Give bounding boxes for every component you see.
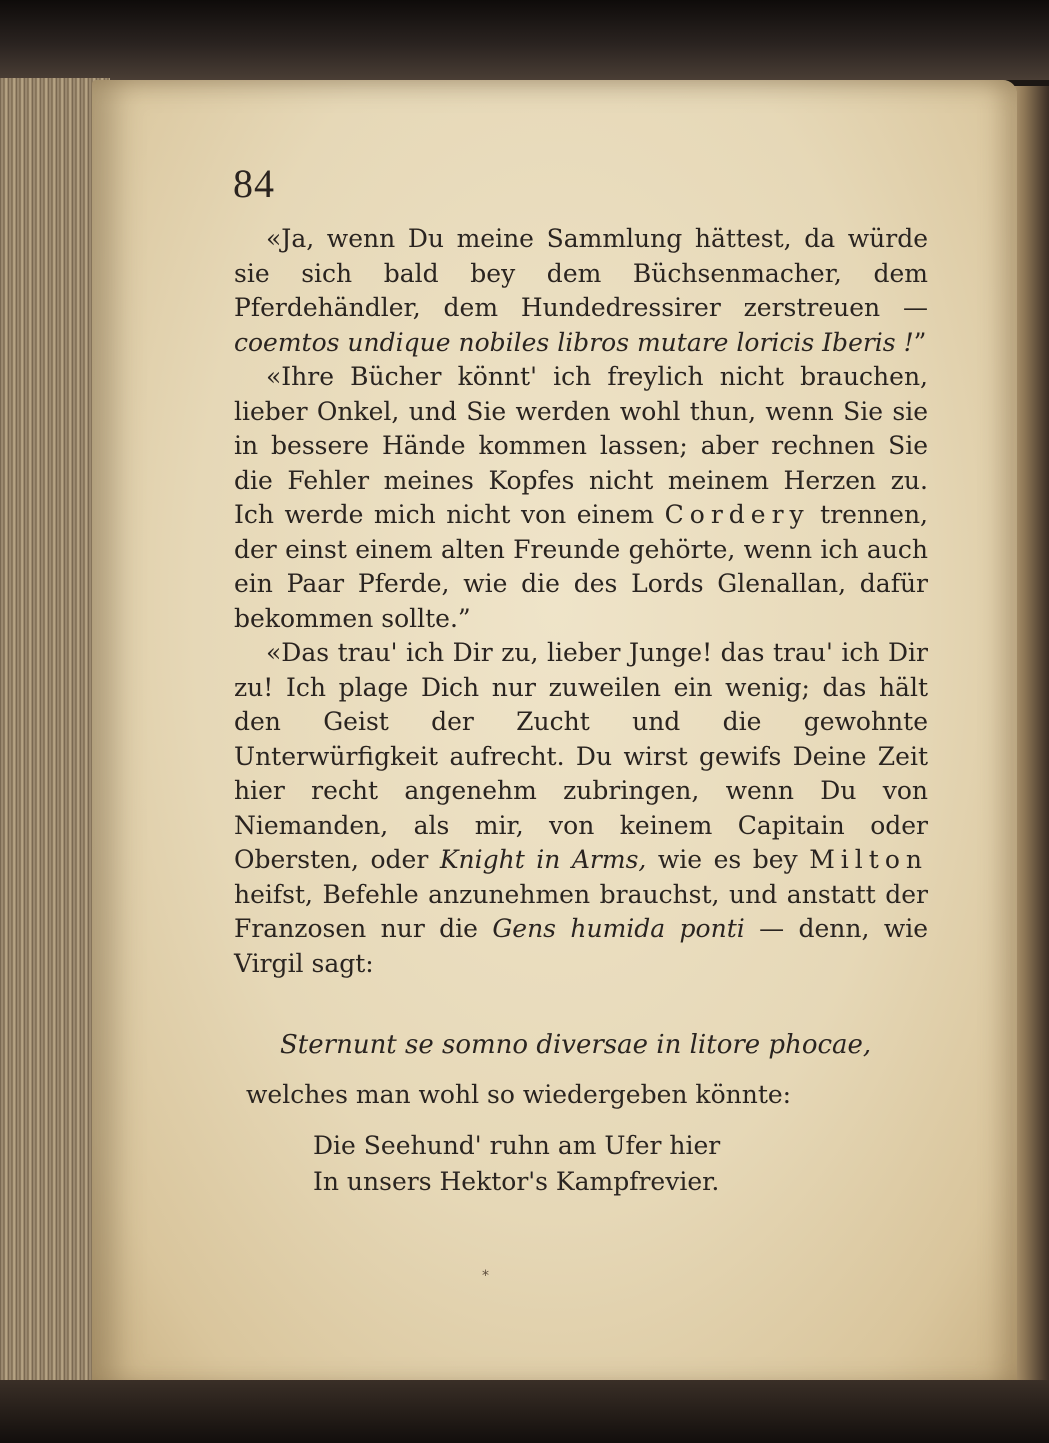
- text-run: ”: [913, 327, 927, 357]
- paragraph-2: [234, 360, 928, 636]
- paragraph-1: [234, 222, 928, 360]
- page-number: 84: [233, 161, 275, 206]
- spaced-name-milton: Milton: [809, 845, 928, 874]
- italic-phrase: Gens humida ponti: [492, 914, 745, 943]
- book-cover-bottom: [0, 1380, 1049, 1443]
- spaced-name-cordery: Cordery: [664, 500, 810, 529]
- body-text: [234, 222, 928, 981]
- text-run: «Ihre Bücher könnt' ich freylich nicht brauchen, lieber Onkel, und Sie werden wohl thun, wenn Sie sie in bessere Hände kommen lassen; aber rechnen Sie die Fehler meines Kopfes nicht meinem Herzen zu. Ich werde mich nicht von einem: [234, 362, 928, 529]
- text-run: wie es bey: [646, 845, 810, 874]
- text-run: «Das trau' ich Dir zu, lieber Junge! das trau' ich Dir zu! Ich plage Dich nur zuweilen ein wenig; das hält den Geist der Zucht und die gewohnte Unterwürfigkeit aufrecht. Du wirst gewifs Deine Zeit hier recht angenehm zubringen, wenn Du von Niemanden, als mir, von keinem Capitain oder Obersten, oder: [234, 638, 928, 874]
- paragraph-3: [234, 636, 928, 981]
- verse-intro: welches man wohl so wiedergeben könnte:: [246, 1080, 792, 1109]
- latin-verse: Sternunt se somno diversae in litore phocae,: [280, 1030, 872, 1060]
- poem-line: Die Seehund' ruhn am Ufer hier: [313, 1131, 721, 1160]
- latin-quote: coemtos undique nobiles libros mutare loricis Iberis !: [234, 327, 914, 357]
- text-run: trennen, der einst einem alten Freunde gehörte, wenn ich auch ein Paar Pferde, wie die des Lords Glenallan, dafür bekommen sollte.”: [234, 500, 928, 633]
- poem: [313, 1128, 720, 1200]
- text-run: — denn, wie Virgil sagt:: [234, 914, 929, 978]
- book-cover-top: [0, 0, 1049, 80]
- italic-phrase: Knight in Arms,: [439, 845, 647, 874]
- ornament-mark: *: [482, 1268, 489, 1284]
- poem-line: In unsers Hektor's Kampfrevier.: [313, 1167, 720, 1196]
- text-run: «Ja, wenn Du meine Sammlung hättest, da würde sie sich bald bey dem Büchsenmacher, dem Pferdehändler, dem Hundedressirer zerstreuen —: [234, 224, 928, 322]
- text-run: heifst, Befehle anzunehmen brauchst, und anstatt der Franzosen nur die: [234, 879, 928, 943]
